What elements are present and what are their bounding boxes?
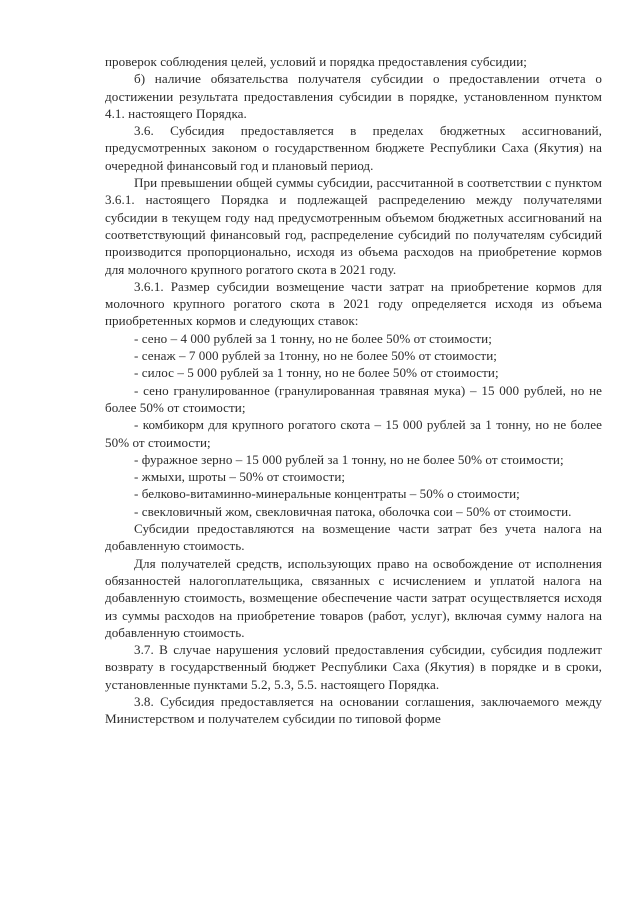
- rate-item-silage: - силос – 5 000 рублей за 1 тонну, но не более 50% от стоимости;: [134, 365, 499, 381]
- paragraph-verification-end: проверок соблюдения целей, условий и порядка предоставления субсидии;: [105, 54, 527, 69]
- rate-item-compound-feed: - комбикорм для крупного рогатого скота – 15 000 рублей за 1 тонну, но не более 50% от стоимости;: [105, 417, 602, 450]
- rate-item-protein-concentrates: - белково-витаминно-минеральные концентраты – 50% о стоимости;: [134, 486, 520, 502]
- rate-item-oilcake: - жмыхи, шроты – 50% от стоимости;: [134, 469, 346, 485]
- paragraph-report-obligation: б) наличие обязательства получателя субсидии о предоставлении отчета о достижении результата предоставления субсидии в порядке, установленном пунктом 4.1. настоящего Порядка.: [105, 71, 602, 121]
- paragraph-3-8: 3.8. Субсидия предоставляется на основании соглашения, заключаемого между Министерством и получателем субсидии по типовой форме: [105, 693, 602, 727]
- paragraph-vat-exclusion: Субсидии предоставляются на возмещение части затрат без учета налога на добавленную стоимость.: [105, 521, 602, 554]
- rate-item-granulated-hay: - сено гранулированное (гранулированная травяная мука) – 15 000 рублей, но не более 50% от стоимости;: [105, 382, 602, 415]
- paragraph-excess-distribution: При превышении общей суммы субсидии, рассчитанной в соответствии с пунктом 3.6.1. настоящего Порядка и подлежащей распределению между получателями субсидии в текущем году над предусмотренным объемом бюджетных ассигнований на соответствующий финансовый год, распределение субсидий по получателям субсидий производится пропорционально, исходя из объема расходов на приобретение кормов для молочного крупного рогатого скота в 2021 году.: [105, 175, 602, 277]
- rate-item-hay: - сено – 4 000 рублей за 1 тонну, но не более 50% от стоимости;: [134, 330, 492, 346]
- paragraph-vat-exempt: Для получателей средств, использующих право на освобождение от исполнения обязанностей налогоплательщика, связанных с исчислением и уплатой налога на добавленную стоимость, возмещение обеспечение части затрат осуществляется исходя из суммы расходов на приобретение товаров (работ, услуг), включая сумму налога на добавленную стоимость.: [105, 555, 602, 640]
- rate-item-beet-pulp: - свекловичный жом, свекловичная патока, оболочка сои – 50% от стоимости.: [134, 503, 572, 519]
- rate-item-haylage: - сенаж – 7 000 рублей за 1тонну, но не более 50% от стоимости;: [134, 348, 497, 364]
- document-body: [105, 53, 602, 728]
- paragraph-3-6-1: 3.6.1. Размер субсидии возмещение части затрат на приобретение кормов для молочного крупного рогатого скота в 2021 году определяется исходя из объема приобретенных кормов и следующих ставок:: [105, 278, 602, 329]
- paragraph-3-7: 3.7. В случае нарушения условий предоставления субсидии, субсидия подлежит возврату в государственный бюджет Республики Саха (Якутия) в порядке и в сроки, установленные пунктами 5.2, 5.3, 5.5. настоящего Порядка.: [105, 642, 602, 692]
- rate-item-feed-grain: - фуражное зерно – 15 000 рублей за 1 тонну, но не более 50% от стоимости;: [134, 451, 564, 467]
- paragraph-3-6: 3.6. Субсидия предоставляется в пределах бюджетных ассигнований, предусмотренных законом о государственном бюджете Республики Саха (Якутия) на очередной финансовый год и плановый период.: [105, 123, 602, 173]
